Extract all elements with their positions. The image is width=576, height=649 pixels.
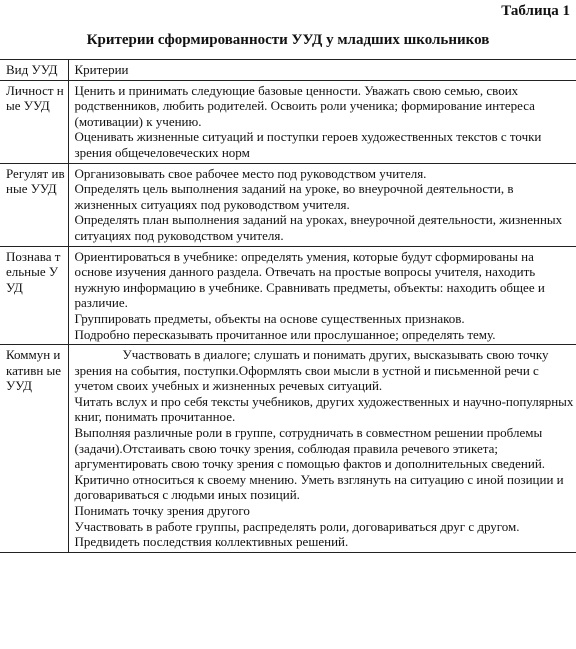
header-row <box>0 60 576 81</box>
criteria-paragraph: Определять план выполнения заданий на уроках, внеурочной деятельности, жизненных ситуациях под руководством учителя. <box>74 212 563 243</box>
criteria-paragraph: Ориентироваться в учебнике: определять умения, которые будут сформированы на основе изучения данного раздела. Отвечать на простые вопросы учителя, находить нужную информацию в учебнике. Сравнивать предметы, объекты: находить общее и различие. <box>74 248 545 311</box>
criteria-paragraph: Читать вслух и про себя тексты учебников, других художественных и научно-популярных книг, понимать прочитанное. <box>74 393 574 425</box>
table-number: Таблица 1 <box>501 3 570 19</box>
header-criteria: Критерии <box>68 60 576 81</box>
table-row <box>0 80 576 163</box>
criteria-paragraph: Понимать точку зрения другого <box>74 503 250 519</box>
header-uud-type: Вид УУД <box>0 60 68 81</box>
criteria-paragraph: Участвовать в диалоге; слушать и понимать других, высказывать свою точку зрения на события, поступки.Оформлять свои мысли в устной и письменной речи с учетом своих учебных и жизненных речевых ситуаций. <box>74 347 549 394</box>
uud-type-communicative: Коммун икативн ые УУД <box>0 345 68 553</box>
criteria-paragraph: Ценить и принимать следующие базовые ценности. Уважать свою семью, своих родственников, любить родителей. Освоить роли ученика; формирование интереса (мотивации) к учению. <box>74 82 535 129</box>
table-row <box>0 345 576 553</box>
criteria-cell <box>68 246 576 345</box>
criteria-table <box>0 59 576 553</box>
uud-type-personal: Личност ные УУД <box>0 80 68 163</box>
criteria-paragraph: Группировать предметы, объекты на основе существенных признаков. <box>74 310 465 326</box>
table-row <box>0 163 576 246</box>
criteria-cell <box>68 345 576 553</box>
criteria-paragraph: Определять цель выполнения заданий на уроке, во внеурочной деятельности, в жизненных ситуациях под руководством учителя. <box>74 181 514 212</box>
uud-type-regulatory: Регулят ивные УУД <box>0 163 68 246</box>
table-row <box>0 246 576 345</box>
criteria-paragraph: Оценивать жизненные ситуаций и поступки героев художественных текстов с точки зрения общечеловеческих норм <box>74 129 542 160</box>
uud-type-cognitive: Познава тельные УУД <box>0 246 68 345</box>
criteria-paragraph: Критично относиться к своему мнению. Уметь взглянуть на ситуацию с иной позиции и договариваться с людьми иных позиций. <box>74 471 564 503</box>
criteria-cell <box>68 80 576 163</box>
criteria-paragraph: Подробно пересказывать прочитанное или прослушанное; определять тему. <box>74 326 496 342</box>
criteria-paragraph: Выполняя различные роли в группе, сотрудничать в совместном решении проблемы (задачи).Отстаивать свою точку зрения, соблюдая правила речевого этикета; аргументировать свою точку зрения с помощью фактов и дополнительных сведений. <box>74 425 546 472</box>
criteria-cell <box>68 163 576 246</box>
criteria-paragraph: Организовывать свое рабочее место под руководством учителя. <box>74 165 427 181</box>
criteria-paragraph: Участвовать в работе группы, распределять роли, договариваться друг с другом. Предвидеть последствия коллективных решений. <box>74 518 520 550</box>
table-title: Критерии сформированности УУД у младших школьников <box>86 32 490 48</box>
